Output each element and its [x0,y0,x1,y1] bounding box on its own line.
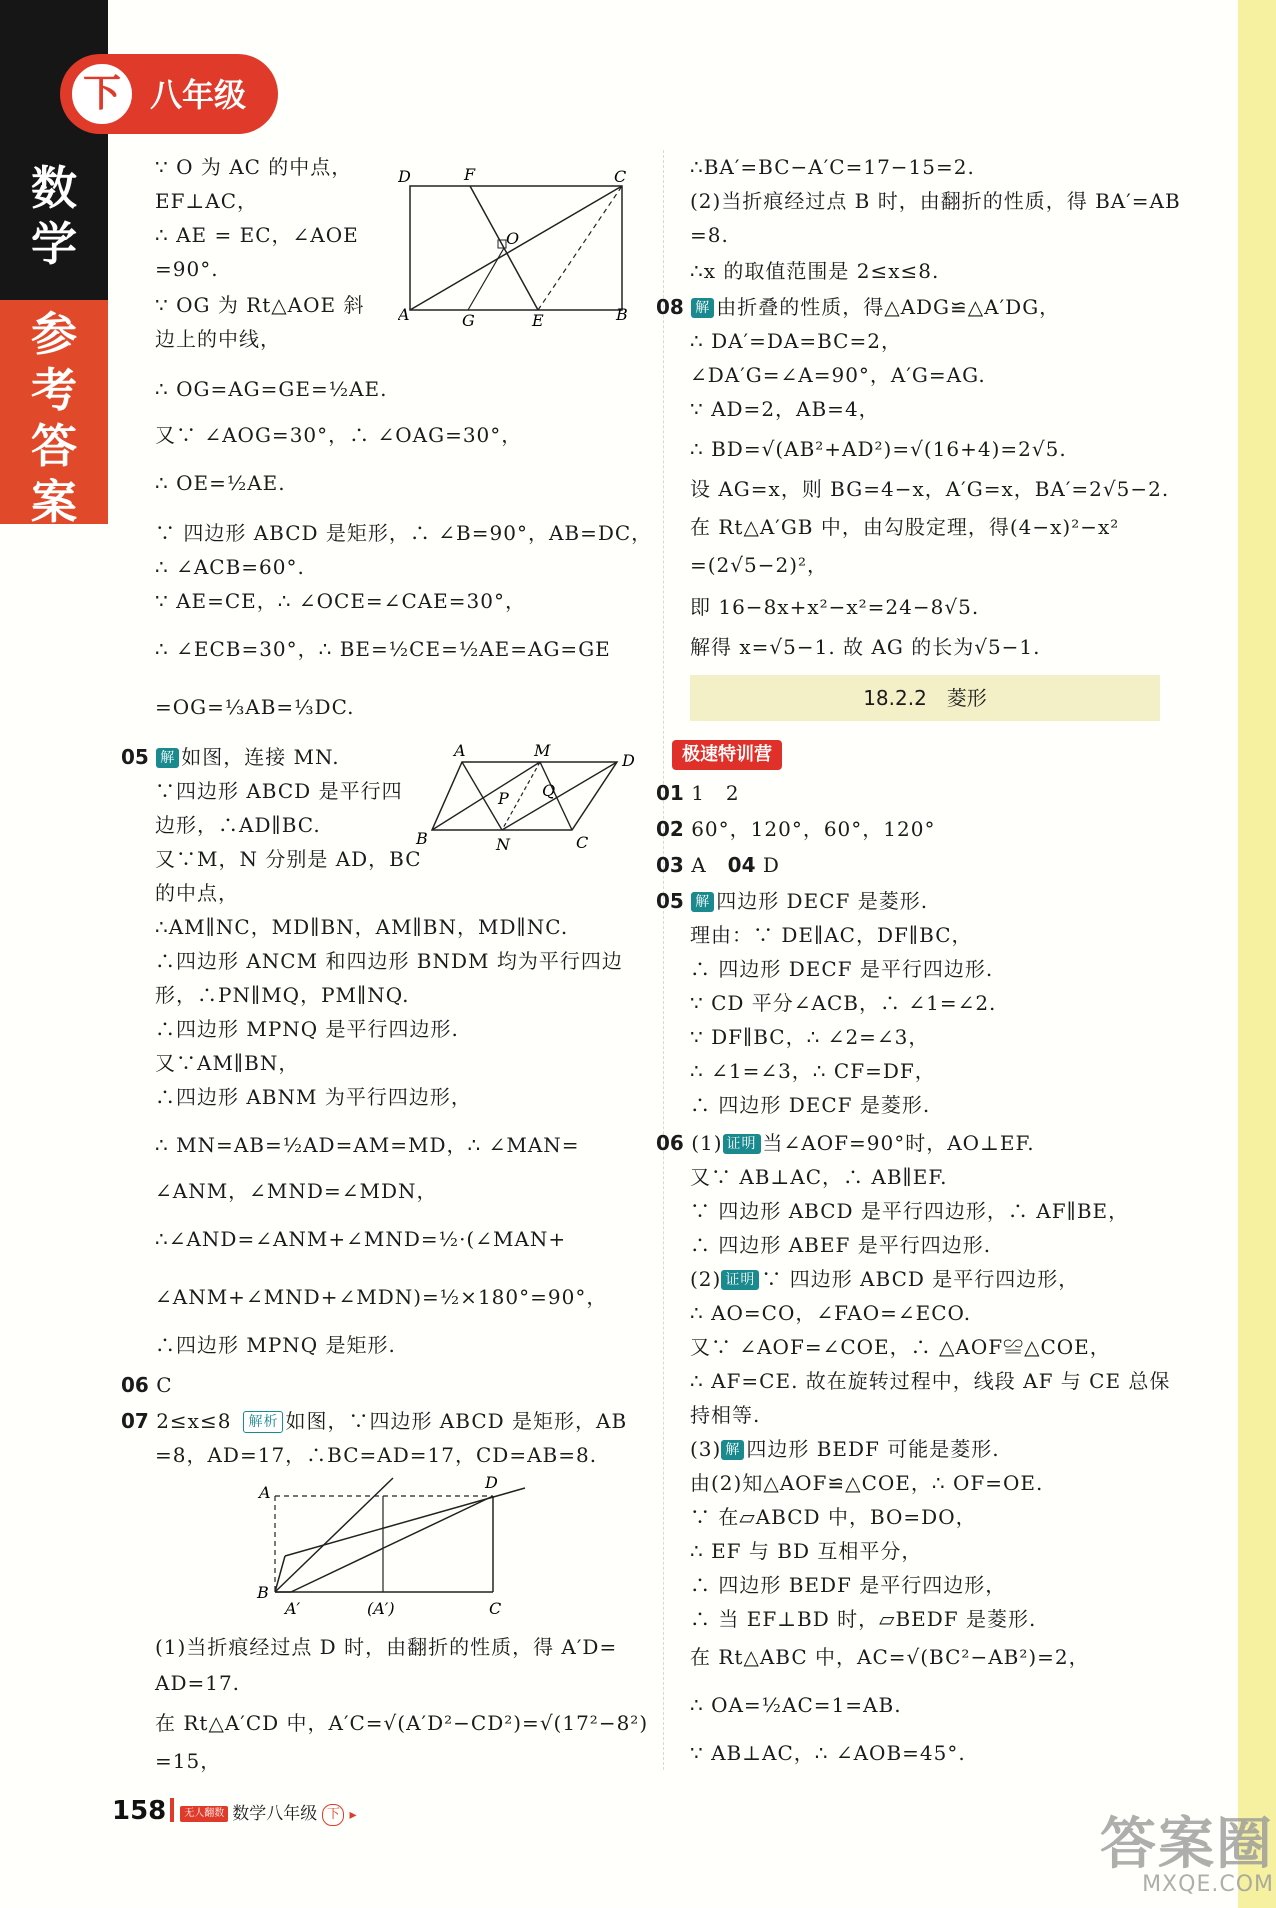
answer-text: ∴ ∠ACB=60°. [155,555,305,579]
answer-text: 又∵AM∥BN， [155,1051,300,1075]
answer-text: 当∠AOF=90°时，AO⊥EF. [762,1131,1035,1155]
answer-text: 设 AG=x，则 BG=4−x，A′G=x，BA′=2√5−2. [690,477,1170,501]
fig3-label: C [489,1599,502,1618]
answer-line [690,952,993,986]
answer-text: ∴ MN=AB=½AD=AM=MD，∴ ∠MAN= [155,1133,580,1157]
answer-text: 又∵M，N 分别是 AD，BC [155,847,422,871]
answer-text: A [691,853,728,877]
answer-line [155,372,388,406]
answer-text: (2) [690,1267,722,1291]
answer-line [690,1296,971,1330]
answer-line [155,632,611,666]
answer-text: =8，AD=17，∴BC=AD=17，CD=AB=8. [155,1443,598,1467]
watermark [1100,1800,1274,1897]
answer-text: ∴ DA′=DA=BC=2， [690,329,902,353]
answer-line [690,548,828,582]
answer-line [690,1534,922,1568]
answer-line [656,812,935,846]
answer-text: 又∵ ∠AOG=30°，∴ ∠OAG=30°， [155,423,523,447]
answer-text: 又∵ ∠AOF=∠COE，∴ △AOF≌△COE， [690,1335,1111,1359]
answer-text: ∵ CD 平分∠ACB，∴ ∠1=∠2. [690,991,997,1015]
answer-line [690,630,1041,664]
answer-text: ∵ AD=2，AB=4， [690,397,880,421]
answer-line [690,1602,1036,1636]
answer-text: 的中点， [155,881,239,905]
answer-line [656,1126,1035,1160]
answer-line [690,1228,991,1262]
answer-line [690,1432,1000,1466]
answer-text: (2)当折痕经过点 B 时，由翻折的性质，得 BA′=AB [690,189,1181,213]
answer-type-badge: 解析 [243,1411,283,1433]
answer-text: 由折叠的性质，得△ADG≌△A′DG， [716,295,1061,319]
answer-line [155,252,219,286]
answer-text: ∵四边形 ABCD 是平行四 [155,779,403,803]
answer-line [690,1736,966,1770]
answer-line [155,1666,240,1700]
answer-text: ∴ OG=AG=GE=½AE. [155,377,388,401]
fig3-label: (A′) [367,1599,395,1618]
answer-text: ∴ ∠ECB=30°，∴ BE=½CE=½AE=AG=GE [155,637,611,661]
tab-section-text: 参 考 答 案 [31,307,77,529]
question-number: 01 [656,781,684,805]
fig1-label: E [532,311,544,326]
answer-type-badge: 解 [691,892,714,912]
answer-line [155,1744,221,1778]
answer-text: (3) [690,1437,722,1461]
answer-text: 四边形 BEDF 可能是菱形. [746,1437,1000,1461]
fig3-label: B [257,1583,269,1602]
answer-type-badge: 解 [721,1440,744,1460]
answer-text: ∴ OA=½AC=1=AB. [690,1693,902,1717]
answer-line [690,472,1169,506]
answer-line [155,418,522,452]
answer-line [656,884,928,918]
answer-text: ∴ BD=√(AB²+AD²)=√(16+4)=2√5. [690,437,1067,461]
page-footer [112,1796,357,1826]
answer-text: ∴ AF=CE. 故在旋转过程中，线段 AF 与 CE 总保 [690,1369,1171,1393]
answer-line [690,590,979,624]
answer-line [690,1688,902,1722]
answer-line [690,1020,929,1054]
answer-text: ∴ 当 EF⊥BD 时，▱BEDF 是菱形. [690,1607,1037,1631]
answer-text: ∠ANM，∠MND=∠MDN， [155,1179,438,1203]
answer-line [690,510,1119,544]
answer-line [155,1706,648,1740]
answer-text: 持相等. [690,1403,761,1427]
answer-text: =8. [690,223,729,247]
figure-rectangle-folding [255,1468,535,1628]
answer-line [690,986,996,1020]
answer-line [690,1194,1129,1228]
answer-text: ∴ 四边形 BEDF 是平行四边形， [690,1573,1007,1597]
answer-text: ∠DA′G=∠A=90°，A′G=AG. [690,363,986,387]
answer-text: 由(2)知△AOF≌△COE，∴ OF=OE. [690,1471,1044,1495]
fig2-label: Q [542,781,556,800]
answer-line [690,1364,1170,1398]
answer-type-badge: 解 [156,748,179,768]
answer-text: ∵ AB⊥AC，∴ ∠AOB=45°. [690,1741,966,1765]
answer-line [690,324,902,358]
fig1-label: O [506,229,520,248]
answer-line [155,690,355,724]
watermark-logo: 答案圈 [1100,1812,1274,1877]
question-number: 04 [727,853,756,877]
answer-type-badge: 证明 [721,1270,759,1290]
answer-line [690,150,975,184]
answer-line [155,1046,299,1080]
answer-line [155,550,305,584]
fig1-label: B [616,305,628,324]
answer-text: ∵ O 为 AC 的中点， [155,155,353,179]
answer-text: ∴∠AND=∠ANM+∠MND=½·(∠MAN+ [155,1227,567,1251]
answer-line [121,1404,627,1438]
answer-text: ∴ OE=½AE. [155,471,286,495]
answer-line [690,1568,1006,1602]
section-title: 18.2.2 菱形 [690,675,1160,721]
answer-line [690,1466,1043,1500]
answer-line [155,774,403,808]
answer-text: ∴ EF 与 BD 互相平分， [690,1539,923,1563]
answer-text: ∵ DF∥BC，∴ ∠2=∠3， [690,1025,930,1049]
answer-text: D [762,853,780,877]
question-number: 07 [121,1409,149,1433]
answer-text: (1) [691,1131,723,1155]
fig1-label: A [398,305,410,324]
watermark-url: MXQE.COM [1142,1872,1274,1897]
answer-text: 2≤x≤8 [156,1409,232,1433]
answer-line [155,1080,472,1114]
answer-line [155,1012,459,1046]
answer-line [690,1330,1111,1364]
footer-arrow-icon: ▸ [349,1807,357,1823]
answer-text: 1 2 [691,781,740,805]
answer-text: 在 Rt△ABC 中，AC=√(BC²−AB²)=2， [690,1645,1090,1669]
fig2-label: B [416,829,428,848]
answer-line [155,322,281,356]
answer-text: 如图，∵四边形 ABCD 是矩形，AB [285,1409,628,1433]
answer-text: 又∵ AB⊥AC，∴ AB∥EF. [690,1165,948,1189]
column-divider [663,150,664,1770]
answer-text: EF⊥AC， [155,189,259,213]
footer-subject: 数学八年级 [232,1804,318,1824]
footer-volume-mark: 下 [322,1804,344,1826]
question-number: 05 [121,745,149,769]
answer-line [656,290,1060,324]
answer-type-badge: 证明 [723,1134,761,1154]
answer-text: =(2√5−2)²， [690,553,829,577]
answer-text: ∵ 四边形 ABCD 是平行四边形，∴ AF∥BE， [690,1199,1130,1223]
fig1-label: G [462,311,475,326]
footer-brand: 无人翻数 [180,1806,228,1822]
grade-volume-mark: 下 [68,60,136,128]
answer-line [690,1500,977,1534]
question-number: 02 [656,817,684,841]
fig1-label: C [614,167,627,186]
fig1-label: F [464,166,476,184]
answer-line [690,1054,936,1088]
drill-section-badge: 极速特训营 [672,740,782,770]
answer-text: (1)当折痕经过点 D 时，由翻折的性质，得 A′D= [155,1635,618,1659]
answer-text: ∴x 的取值范围是 2≤x≤8. [690,259,940,283]
answer-text: =15， [155,1749,222,1773]
answer-line [155,1438,597,1472]
answer-text: 边上的中线， [155,327,281,351]
answer-text: ∴四边形 ANCM 和四边形 BNDM 均为平行四边 [155,949,623,973]
answer-text: ∵ 四边形 ABCD 是矩形，∴ ∠B=90°，AB=DC， [155,521,653,545]
answer-line [155,516,652,550]
answer-line [690,254,939,288]
answer-text: =90°. [155,257,219,281]
answer-text: 如图，连接 MN. [181,745,340,769]
page-number: 158 [112,1796,167,1826]
answer-line [155,1630,617,1664]
fig2-label: P [498,789,509,808]
answer-line [690,1160,948,1194]
figure-parallelogram [412,738,642,856]
answer-text: 即 16−8x+x²−x²=24−8√5. [690,595,980,619]
answer-text: ∴四边形 MPNQ 是矩形. [155,1333,396,1357]
fig1-label: D [398,167,411,186]
answer-line [155,288,364,322]
answer-line [155,218,359,252]
answer-text: ∠ANM+∠MND+∠MDN)=½×180°=90°， [155,1285,608,1309]
answer-line [690,1398,760,1432]
answer-text: ∴四边形 MPNQ 是平行四边形. [155,1017,459,1041]
answer-text: ∴ ∠1=∠3，∴ CF=DF， [690,1059,936,1083]
answer-line [155,842,422,876]
answer-text: ∴BA′=BC−A′C=17−15=2. [690,155,975,179]
answer-text: ∴ 四边形 DECF 是平行四边形. [690,957,994,981]
answer-line [155,184,258,218]
answer-text: C [156,1373,173,1397]
answer-line [690,1262,1079,1296]
answer-text: =OG=⅓AB=⅓DC. [155,695,355,719]
answer-line [155,584,526,618]
answer-line [155,1328,396,1362]
fig3-label: A [259,1483,271,1502]
answer-text: ∴AM∥NC，MD∥BN，AM∥BN，MD∥NC. [155,915,569,939]
answer-line [155,466,286,500]
answer-text: ∴ AE = EC，∠AOE [155,223,359,247]
answer-line [690,918,973,952]
answer-text: 形，∴PN∥MQ，PM∥NQ. [155,983,410,1007]
answer-text: 解得 x=√5−1. 故 AG 的长为√5−1. [690,635,1041,659]
tab-subject-text: 数 学 [31,161,77,271]
answer-text: 在 Rt△A′GB 中，由勾股定理，得(4−x)²−x² [690,515,1120,539]
answer-line [155,1174,437,1208]
answer-text: ∵ OG 为 Rt△AOE 斜 [155,293,365,317]
fig2-label: D [622,751,635,770]
answer-line [690,1088,930,1122]
answer-line [155,150,352,184]
question-number: 06 [121,1373,149,1397]
answer-line [690,358,986,392]
fig2-label: N [496,835,510,854]
answer-line [690,432,1067,466]
grade-label: 八年级 [150,76,247,114]
figure-rectangle-fold [398,166,638,326]
fig2-label: C [576,833,589,852]
answer-line [690,1640,1090,1674]
answer-line [121,1368,173,1402]
answer-text: ∵ 在▱ABCD 中，BO=DO， [690,1505,977,1529]
answer-line [690,218,729,252]
fig3-label: A′ [285,1599,301,1618]
answer-text: ∴ 四边形 ABEF 是平行四边形. [690,1233,992,1257]
answer-text: 边形，∴AD∥BC. [155,813,321,837]
answer-line [690,184,1181,218]
answer-text: 60°，120°，60°，120° [691,817,936,841]
answer-line [155,1280,607,1314]
answer-line [121,740,340,774]
answer-line [155,944,623,978]
fig3-label: D [485,1473,498,1492]
answer-text: AD=17. [155,1671,241,1695]
answer-text: 四边形 DECF 是菱形. [716,889,929,913]
answer-line [690,392,880,426]
answer-text: 理由：∵ DE∥AC，DF∥BC， [690,923,973,947]
answer-line [155,1222,566,1256]
question-number: 05 [656,889,684,913]
fig2-label: A [454,741,466,760]
answer-line [155,808,321,842]
question-number: 08 [656,295,684,319]
answer-text: 在 Rt△A′CD 中，A′C=√(A′D²−CD²)=√(17²−8²) [155,1711,649,1735]
answer-line [155,910,568,944]
answer-line [656,848,780,882]
fig2-label: M [534,741,551,760]
right-edge-strip [1238,0,1276,1908]
answer-line [155,876,239,910]
answer-text: ∵ 四边形 ABCD 是平行四边形， [761,1267,1080,1291]
question-number: 03 [656,853,684,877]
answer-text: ∵ AE=CE，∴ ∠OCE=∠CAE=30°， [155,589,526,613]
footer-divider [170,1798,174,1822]
question-number: 06 [656,1131,684,1155]
answer-text: ∴ AO=CO，∠FAO=∠ECO. [690,1301,972,1325]
answer-line [656,776,740,810]
answer-type-badge: 解 [691,298,714,318]
answer-line [155,978,410,1012]
answer-line [155,1128,580,1162]
answer-text: ∴ 四边形 DECF 是菱形. [690,1093,931,1117]
answer-text: ∴四边形 ABNM 为平行四边形， [155,1085,472,1109]
